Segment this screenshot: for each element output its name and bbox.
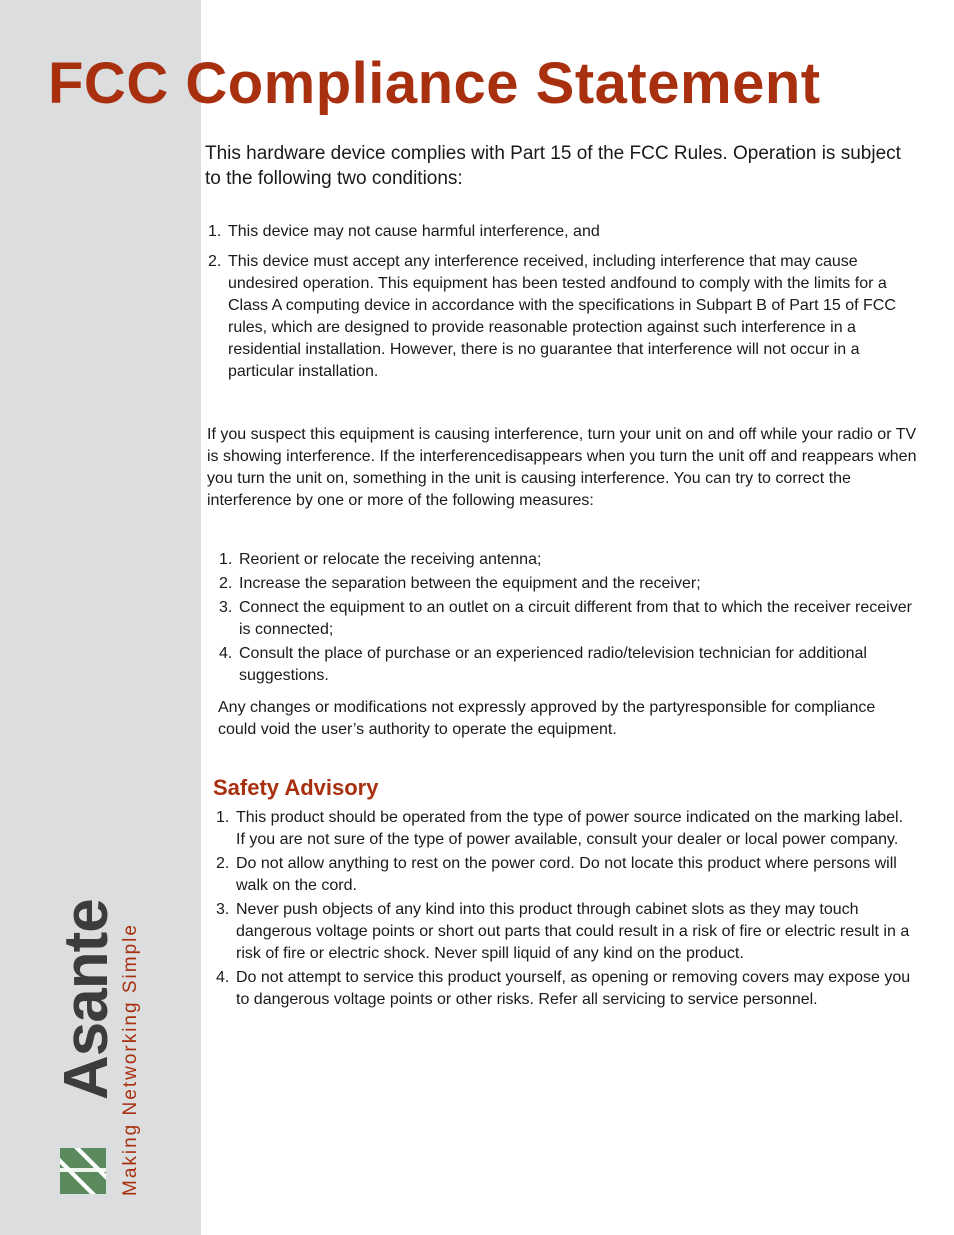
list-item <box>219 573 919 595</box>
list-text: Consult the place of purchase or an experienced radio/television technician for additional suggestions. <box>239 645 867 684</box>
list-item <box>219 597 919 641</box>
sidebar-band <box>0 0 201 1235</box>
safety-list <box>216 807 916 1013</box>
changes-paragraph: Any changes or modifications not expressly approved by the partyresponsible for compliance could void the user’s authority to operate the equipment. <box>218 699 876 738</box>
list-number: 1. <box>208 223 222 240</box>
list-text: Reorient or relocate the receiving antenna; <box>239 551 542 568</box>
list-text: Never push objects of any kind into this product through cabinet slots as they may touch dangerous voltage points or short out parts that could result in a risk of fire or electric result in a risk of fire or electric shock. Never spill liquid of any kind on the product. <box>236 901 910 962</box>
asante-logo-icon <box>60 1148 106 1194</box>
list-number: 1. <box>219 551 233 568</box>
list-text: Do not allow anything to rest on the power cord. Do not locate this product where persons will walk on the cord. <box>236 855 897 894</box>
list-item <box>208 221 920 243</box>
list-item <box>216 967 916 1011</box>
page-title: FCC Compliance Statement <box>48 51 821 116</box>
list-number: 2. <box>216 855 230 872</box>
list-number: 2. <box>208 253 222 270</box>
list-item <box>219 643 919 687</box>
list-item <box>216 853 916 897</box>
list-item <box>216 807 916 851</box>
list-number: 4. <box>216 969 230 986</box>
list-text: This device may not cause harmful interference, and <box>228 223 600 240</box>
list-text: This product should be operated from the type of power source indicated on the marking label. If you are not sure of the type of power available, consult your dealer or local power company. <box>236 809 904 848</box>
measures-list <box>219 549 919 689</box>
list-text: Connect the equipment to an outlet on a circuit different from that to which the receiver receiver is connected; <box>239 599 912 638</box>
list-item <box>216 899 916 965</box>
list-item <box>219 549 919 571</box>
list-number: 4. <box>219 645 233 662</box>
list-text: Increase the separation between the equipment and the receiver; <box>239 575 701 592</box>
list-number: 3. <box>216 901 230 918</box>
conditions-list <box>208 221 920 391</box>
suspect-paragraph: If you suspect this equipment is causing interference, turn your unit on and off while your radio or TV is showing interference. If the interferencedisappears when you turn the unit off and reappears when you turn the unit on, something in the unit is causing interference. You can try to correct the interference by one or more of the following measures: <box>207 426 917 509</box>
list-number: 3. <box>219 599 233 616</box>
brand-block <box>52 880 156 1200</box>
list-number: 1. <box>216 809 230 826</box>
brand-name: Asante <box>52 899 121 1100</box>
brand-tagline: Making Networking Simple <box>120 923 141 1196</box>
list-text: This device must accept any interference received, including interference that may cause undesired operation. This equipment has been tested andfound to comply with the limits for a Class A computing device in accordance with the specifications in Subpart B of Part 15 of FCC rules, which are designed to provide reasonable protection against such interference in a residential installation. However, there is no guarantee that interference will not occur in a particular installation. <box>228 253 896 380</box>
list-number: 2. <box>219 575 233 592</box>
list-item <box>208 251 920 383</box>
list-text: Do not attempt to service this product yourself, as opening or removing covers may expose you to dangerous voltage points or other risks. Refer all servicing to service personnel. <box>236 969 911 1008</box>
safety-heading: Safety Advisory <box>213 775 379 800</box>
intro-paragraph: This hardware device complies with Part 15 of the FCC Rules. Operation is subject to the following two conditions: <box>205 143 901 189</box>
